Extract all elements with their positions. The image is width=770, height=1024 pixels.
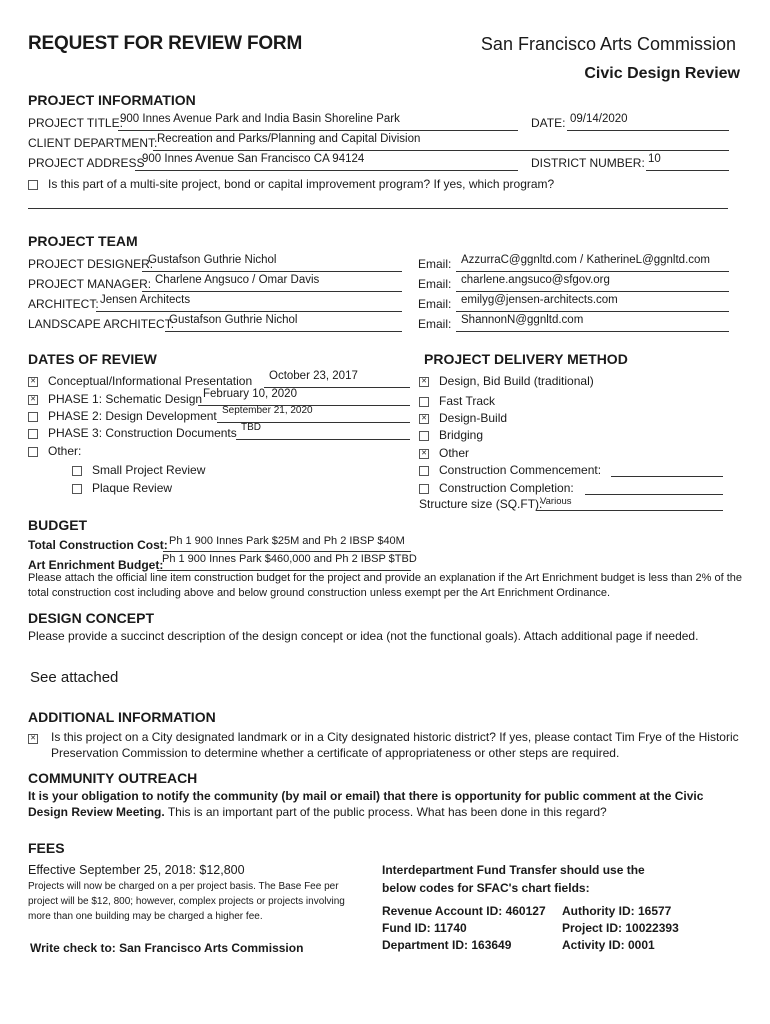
multi-site-question[interactable] — [28, 177, 554, 191]
review-date-checkbox[interactable]: ✕ — [28, 395, 38, 405]
review-date-label: PHASE 3: Construction Documents — [48, 426, 237, 440]
email-label: Email: — [418, 317, 452, 331]
review-date-label: PHASE 2: Design Development — [48, 409, 217, 423]
delivery-method-checkbox[interactable]: ✕ — [419, 449, 429, 459]
designer-email-field[interactable]: AzzurraC@ggnltd.com / KatherineL@ggnltd.com — [461, 254, 710, 266]
codes-left-column — [382, 903, 546, 954]
review-date-label: PHASE 1: Schematic Design — [48, 392, 203, 406]
art-enrichment-budget-label: Art Enrichment Budget: — [28, 558, 164, 572]
fees-effective: Effective September 25, 2018: $12,800 — [28, 863, 245, 877]
delivery-method-checkbox[interactable] — [419, 397, 429, 407]
landscape-architect-line — [165, 331, 402, 332]
form-title: REQUEST FOR REVIEW FORM — [28, 33, 303, 54]
review-date-row — [28, 444, 81, 458]
total-construction-cost-label: Total Construction Cost: — [28, 538, 168, 552]
email-line — [456, 331, 729, 332]
review-date-checkbox[interactable]: ✕ — [28, 377, 38, 387]
project-title-line — [118, 130, 518, 131]
project-address-line — [135, 170, 518, 171]
email-label: Email: — [418, 297, 452, 311]
delivery-method-option — [419, 446, 469, 460]
landscape-architect-label: LANDSCAPE ARCHITECT: — [28, 317, 175, 331]
date-line — [567, 130, 729, 131]
fund-id: Fund ID: 11740 — [382, 921, 467, 935]
project-designer-line — [142, 271, 402, 272]
organization-name: San Francisco Arts Commission — [480, 34, 736, 54]
project-team-heading: PROJECT TEAM — [28, 233, 138, 249]
review-date-row — [28, 392, 202, 406]
design-concept-heading: DESIGN CONCEPT — [28, 610, 155, 626]
review-sub-label: Plaque Review — [92, 481, 173, 495]
budget-note: Please attach the official line item construction budget for the project and provide an explanation if the Art Enrichment budget is less than 2% of the total construction cost including above and below ground construction unless exempt per the Art Enrichment Ordinance. — [28, 572, 743, 599]
delivery-method-label: Bridging — [439, 428, 484, 442]
delivery-method-label: Construction Completion: — [439, 481, 574, 495]
authority-id: Authority ID: 16577 — [562, 904, 672, 918]
structure-size-label: Structure size (SQ.FT): — [419, 497, 543, 511]
client-department-label: CLIENT DEPARTMENT: — [28, 136, 158, 150]
review-sub-option — [72, 481, 172, 495]
community-outreach-heading: COMMUNITY OUTREACH — [28, 770, 198, 786]
review-sub-checkbox[interactable] — [72, 466, 82, 476]
email-line — [456, 271, 729, 272]
multi-site-checkbox[interactable] — [28, 180, 38, 190]
multi-site-program-line[interactable] — [28, 208, 728, 209]
delivery-method-checkbox[interactable]: ✕ — [419, 414, 429, 424]
revenue-account-id: Revenue Account ID: 460127 — [382, 904, 546, 918]
architect-label: ARCHITECT: — [28, 297, 99, 311]
delivery-method-checkbox[interactable] — [419, 484, 429, 494]
date-label: DATE: — [531, 116, 566, 130]
review-date-line — [236, 439, 410, 440]
review-date-field[interactable]: TBD — [241, 422, 261, 433]
form-subtitle: Civic Design Review — [584, 65, 740, 82]
landscape-architect-field[interactable]: Gustafson Guthrie Nichol — [169, 314, 298, 326]
email-line — [456, 311, 729, 312]
review-date-field[interactable]: September 21, 2020 — [222, 405, 313, 416]
design-concept-instruction: Please provide a succinct description of the design concept or idea (not the functional goals). Attach additional page if needed. — [28, 629, 699, 643]
manager-email-field[interactable]: charlene.angsuco@sfgov.org — [461, 274, 610, 286]
project-designer-field[interactable]: Gustafson Guthrie Nichol — [148, 254, 277, 266]
dates-of-review-heading: DATES OF REVIEW — [28, 351, 157, 367]
delivery-method-checkbox[interactable]: ✕ — [419, 377, 429, 387]
delivery-date-line[interactable] — [611, 476, 723, 477]
project-manager-line — [142, 291, 402, 292]
community-outreach-text — [28, 788, 728, 820]
project-title-field[interactable]: 900 Innes Avenue Park and India Basin Shoreline Park — [120, 113, 400, 125]
architect-field[interactable]: Jensen Architects — [100, 294, 191, 306]
structure-size-line — [536, 510, 723, 511]
structure-size-field[interactable]: Various — [540, 496, 572, 507]
email-label: Email: — [418, 257, 452, 271]
additional-information-heading: ADDITIONAL INFORMATION — [28, 709, 216, 725]
email-line — [456, 291, 729, 292]
review-date-row — [28, 374, 252, 388]
delivery-method-option — [419, 463, 601, 477]
delivery-method-label: Design, Bid Build (traditional) — [439, 374, 594, 388]
review-date-field[interactable]: October 23, 2017 — [269, 370, 358, 382]
review-date-row — [28, 426, 237, 440]
historic-district-checkbox[interactable]: ✕ — [28, 734, 38, 744]
project-manager-label: PROJECT MANAGER: — [28, 277, 152, 291]
review-date-row — [28, 409, 217, 423]
total-construction-cost-field[interactable]: Ph 1 900 Innes Park $25M and Ph 2 IBSP $40M — [169, 535, 405, 547]
design-concept-field[interactable]: See attached — [30, 669, 119, 686]
historic-district-question: Is this project on a City designated landmark or in a City designated historic district? If yes, please contact Tim Frye of the Historic Preservation Commission to determine whether a certificate of appropriateness or other steps are required. — [51, 730, 739, 760]
total-construction-cost-line — [163, 551, 411, 552]
fees-heading: FEES — [28, 840, 65, 856]
delivery-method-label: Construction Commencement: — [439, 463, 602, 477]
project-address-field[interactable]: 900 Innes Avenue San Francisco CA 94124 — [142, 153, 365, 165]
project-id: Project ID: 10022393 — [562, 921, 679, 935]
delivery-method-checkbox[interactable] — [419, 466, 429, 476]
review-date-checkbox[interactable] — [28, 412, 38, 422]
project-title-label: PROJECT TITLE: — [28, 116, 123, 130]
delivery-method-option — [419, 394, 495, 408]
district-number-line — [646, 170, 729, 171]
date-field[interactable]: 09/14/2020 — [570, 113, 628, 125]
review-date-field[interactable]: February 10, 2020 — [203, 388, 297, 400]
landscape-email-field[interactable]: ShannonN@ggnltd.com — [461, 314, 584, 326]
delivery-method-option — [419, 481, 574, 495]
budget-heading: BUDGET — [28, 517, 88, 533]
community-outreach-obligation: It is your obligation to notify the community (by mail or email) that there is opportunity for public comment at the Civic Design Review Meeting. — [28, 789, 704, 819]
project-address-label: PROJECT ADDRESS — [28, 156, 145, 170]
email-label: Email: — [418, 277, 452, 291]
delivery-method-option — [419, 374, 594, 388]
project-information-heading: PROJECT INFORMATION — [28, 92, 196, 108]
review-date-label: Conceptual/Informational Presentation — [48, 374, 253, 388]
fund-transfer-heading: Interdepartment Fund Transfer should use the below codes for SFAC's chart fields: — [382, 863, 645, 895]
community-outreach-question: This is an important part of the public process. What has been done in this regard? — [164, 805, 607, 819]
delivery-method-checkbox[interactable] — [419, 431, 429, 441]
multi-site-question-text: Is this part of a multi-site project, bond or capital improvement program? If yes, which program? — [48, 177, 555, 191]
review-date-checkbox[interactable] — [28, 447, 38, 457]
project-manager-field[interactable]: Charlene Angsuco / Omar Davis — [155, 274, 320, 286]
district-number-label: DISTRICT NUMBER: — [531, 156, 645, 170]
delivery-method-label: Other — [439, 446, 470, 460]
department-id: Department ID: 163649 — [382, 938, 512, 952]
delivery-method-option — [419, 428, 483, 442]
review-sub-label: Small Project Review — [92, 463, 206, 477]
architect-email-field[interactable]: emilyg@jensen-architects.com — [461, 294, 618, 306]
review-sub-option — [72, 463, 205, 477]
review-date-label: Other: — [48, 444, 82, 458]
delivery-method-label: Design-Build — [439, 411, 508, 425]
codes-right-column — [562, 903, 679, 954]
delivery-method-option — [419, 411, 507, 425]
art-enrichment-budget-field[interactable]: Ph 1 900 Innes Park $460,000 and Ph 2 IBSP $TBD — [162, 553, 417, 565]
delivery-date-line[interactable] — [585, 494, 723, 495]
project-designer-label: PROJECT DESIGNER: — [28, 257, 154, 271]
client-department-field[interactable]: Recreation and Parks/Planning and Capital Division — [157, 133, 421, 145]
fees-description: Projects will now be charged on a per project basis. The Base Fee per project will be $12, 800; however, complex projects or projects involving more than one building may be charged a higher fee. — [28, 881, 345, 922]
review-sub-checkbox[interactable] — [72, 484, 82, 494]
architect-line — [96, 311, 402, 312]
activity-id: Activity ID: 0001 — [562, 938, 655, 952]
delivery-method-heading: PROJECT DELIVERY METHOD — [424, 351, 628, 367]
delivery-method-label: Fast Track — [439, 394, 496, 408]
district-number-field[interactable]: 10 — [648, 153, 661, 165]
client-department-line — [153, 150, 729, 151]
review-date-checkbox[interactable] — [28, 429, 38, 439]
write-check-line: Write check to: San Francisco Arts Commission — [30, 941, 304, 955]
